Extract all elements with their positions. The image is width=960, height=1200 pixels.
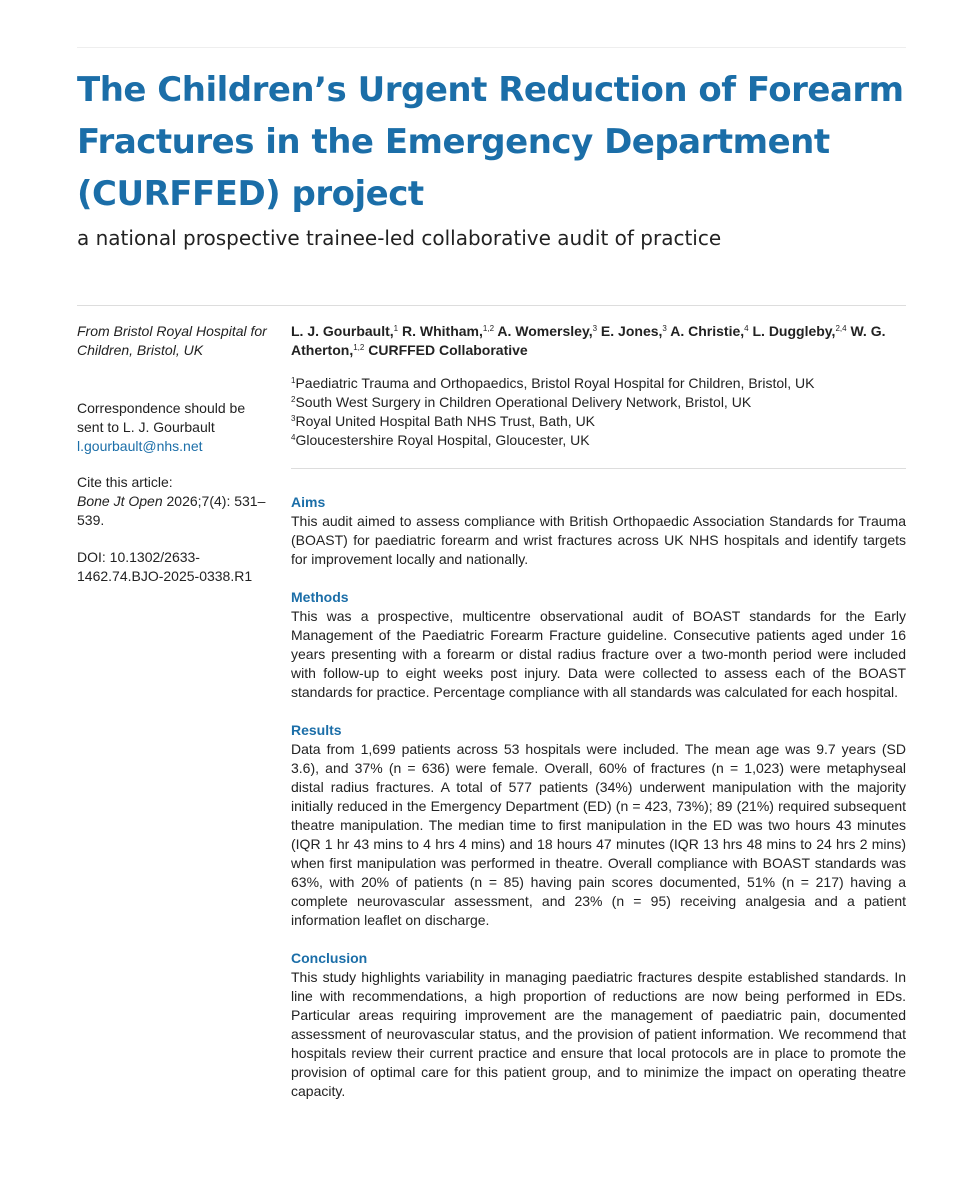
aims-heading: Aims [291,494,326,510]
affiliation-number: 3 [291,414,296,423]
results-text: Data from 1,699 patients across 53 hospitals were included. The mean age was 9.7 years (SD 3.6), and 37% (n = 636) were female. Overall, 60% of fractures (n = 1,023) were metaphyseal distal radius fractures. A total of 577 patients (34%) underwent manipulation with the majority initially reduced in the Emergency Department (ED) (n = 423, 73%); 89 (21%) required subsequent theatre manipulation. The median time to first manipulation in the ED was two hours 43 minutes (IQR 1 hr 43 mins to 4 hrs 4 mins) and 18 hours 47 minutes (IQR 13 hrs 48 mins to 24 hrs 2 mins) when first manipulation was performed in theatre. Overall compliance with BOAST standards was 63%, with 20% of patients (n = 85) having pain scores documented, 51% (n = 217) having a complete neurovascular assessment, and 23% (n = 95) receiving analgesia and a patient information leaflet on discharge. [291,741,906,928]
aims-section [291,493,906,569]
affiliation-item [291,393,911,412]
affiliation-list [291,374,911,450]
affiliation-divider [291,468,906,469]
author-name: R. Whitham, [398,323,483,339]
author-affiliation-marker: 3 [662,324,667,333]
aims-text: This audit aimed to assess compliance with British Orthopaedic Association Standards for Trauma (BOAST) for paediatric forearm and wrist fractures across UK NHS hospitals and identify targets for improvement locally and nationally. [291,513,906,567]
results-section [291,721,906,930]
author-affiliation-marker: 2,4 [835,324,847,333]
correspondence-note [77,399,267,456]
cite-details: 2026;7(4): 531–539. [77,493,266,528]
correspondence-text: Correspondence should be sent to L. J. Gourbault [77,400,246,435]
methods-text: This was a prospective, multicentre observational audit of BOAST standards for the Early Management of the Paediatric Forearm Fracture guideline. Consecutive patients aged under 16 years presenting with a forearm or distal radius fracture over a two-month period were included with follow-up to eight weeks post injury. Data were collected to assess each of the BOAST standards for practice. Percentage compliance with all standards was calculated for each hospital. [291,608,906,700]
doi: DOI: 10.1302/2633-1462.74.BJO-2025-0338.R1 [77,549,253,584]
abstract [291,493,906,1120]
author-name: A. Womersley, [494,323,593,339]
author-name: A. Christie, [666,323,745,339]
author-affiliation-marker: 1,2 [482,324,495,333]
author-affiliation-marker: 1,2 [353,343,365,352]
affiliation-text: South West Surgery in Children Operational Delivery Network, Bristol, UK [295,394,752,410]
author-block [291,322,911,450]
author-list [291,322,911,360]
author-name: L. J. Gourbault, [291,323,394,339]
affiliation-number: 4 [291,433,296,442]
cite-journal: Bone Jt Open [77,493,163,509]
author-affiliation-marker: 3 [592,324,598,333]
author-affiliation-marker: 1 [393,324,399,333]
author-affiliation-marker: 4 [744,324,749,333]
affiliation-item [291,374,911,393]
conclusion-heading: Conclusion [291,950,368,966]
affiliation-item [291,431,911,450]
citation [77,492,267,530]
article-title: The Children’s Urgent Reduction of Forearm Fractures in the Emergency Department (CURFFED) project [77,70,904,214]
article-subtitle: a national prospective trainee-led collaborative audit of practice [77,226,722,250]
header-divider [77,305,906,306]
affiliation-item [291,412,911,431]
methods-section [291,588,906,702]
author-name: CURFFED Collaborative [364,342,528,358]
conclusion-section [291,949,906,1101]
results-heading: Results [291,722,342,738]
affiliation-text: Gloucestershire Royal Hospital, Gloucester, UK [295,432,590,448]
correspondence-email-link[interactable]: l.gourbault@nhs.net [77,438,203,454]
affiliation-number: 1 [291,376,296,385]
top-rule [77,47,906,48]
author-name: L. Duggleby, [748,323,836,339]
conclusion-text: This study highlights variability in managing paediatric fractures despite established standards. In line with recommendations, a high proportion of reductions are now being performed in EDs. Particular areas requiring improvement are the management of paediatric pain, documented assessment of neurovascular status, and the provision of patient information. We recommend that hospitals review their current practice and ensure that local protocols are in place to promote the provision of optimal care for this patient group, and to minimize the impact on operating theatre capacity. [291,969,906,1099]
author-name: E. Jones, [597,323,663,339]
affiliation-text: Royal United Hospital Bath NHS Trust, Bath, UK [295,413,596,429]
affiliation-text: Paediatric Trauma and Orthopaedics, Bristol Royal Hospital for Children, Bristol, UK [295,375,815,391]
institution-note: From Bristol Royal Hospital for Children, Bristol, UK [77,323,267,358]
cite-label: Cite this article: [77,474,173,490]
article-sidebar [77,322,267,586]
affiliation-number: 2 [291,395,296,404]
methods-heading: Methods [291,589,349,605]
author-name: W. G. Atherton, [291,323,886,358]
